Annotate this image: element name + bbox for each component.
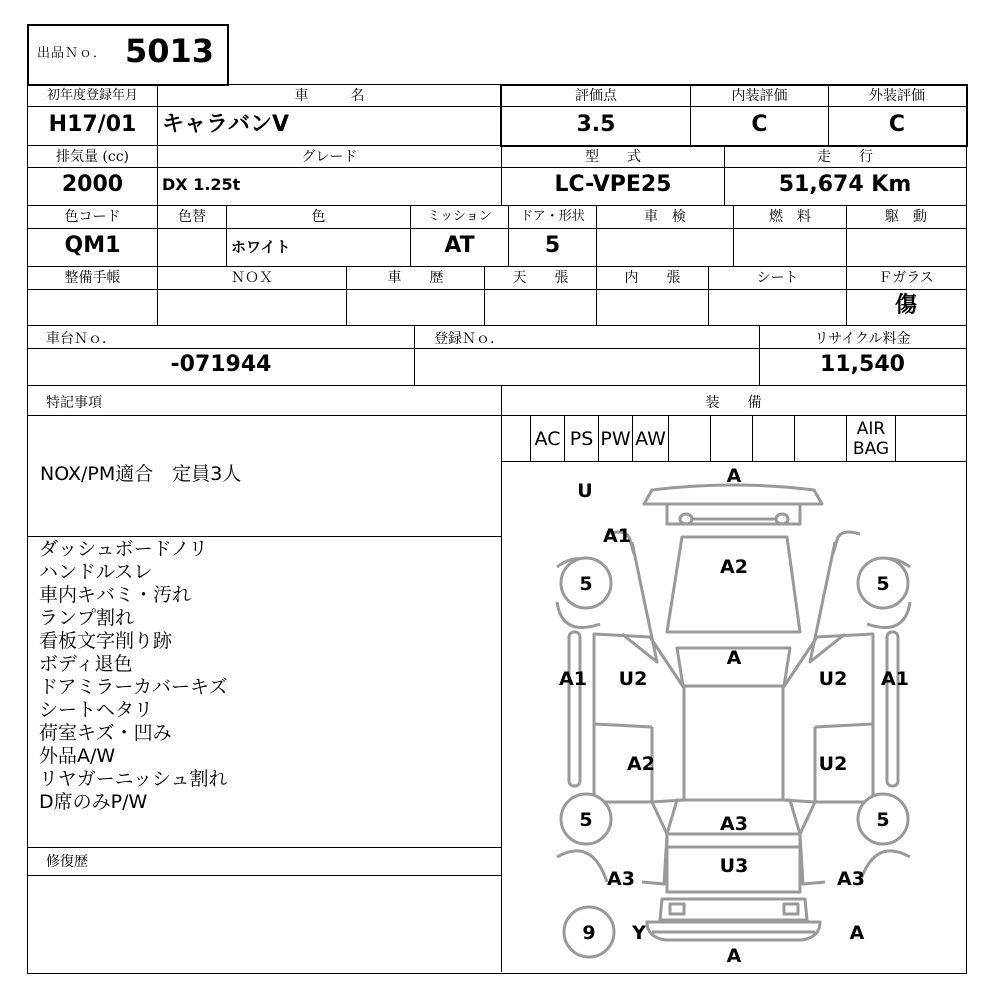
note-item: D席のみP/W bbox=[39, 791, 148, 813]
grade-label: グレード bbox=[301, 149, 358, 165]
equipment-cell bbox=[710, 416, 752, 461]
service-book-label: 整備手帳 bbox=[64, 270, 121, 286]
first-reg-value: H17/01 bbox=[48, 112, 137, 137]
mark-tire-fl: 5 bbox=[579, 573, 593, 595]
mark-rear-bumper: A bbox=[726, 945, 742, 967]
car-name-value: キャラバンV bbox=[162, 112, 290, 137]
note-item: リヤガーニッシュ割れ bbox=[39, 768, 228, 790]
seat-label: シート bbox=[756, 270, 799, 286]
mark-spare-tire: 9 bbox=[582, 922, 596, 944]
door-shape-value: 5 bbox=[544, 233, 561, 258]
registration-label: 登録Ｎｏ． bbox=[434, 331, 504, 347]
color-change-label: 色替 bbox=[178, 209, 206, 225]
exterior-score-label: 外装評価 bbox=[869, 88, 925, 104]
grade-value: DX 1.25t bbox=[162, 175, 241, 194]
equipment-cell: PW bbox=[598, 416, 632, 461]
mark-left-panel: A2 bbox=[627, 753, 655, 775]
first-reg-label: 初年度登録年月 bbox=[46, 88, 138, 103]
drive-label: 駆 動 bbox=[885, 209, 927, 225]
note-item: ダッシュボードノリ bbox=[39, 538, 208, 560]
note-item: ドアミラーカバーキズ bbox=[39, 676, 228, 698]
mark-right-side: A1 bbox=[881, 668, 909, 690]
displacement-label: 排気量 (cc) bbox=[55, 149, 130, 165]
repair-history-label: 修復歴 bbox=[46, 854, 88, 870]
mark-tire-rr: 5 bbox=[876, 809, 890, 831]
mark-hood-left: A1 bbox=[603, 525, 631, 547]
f-glass-value: 傷 bbox=[894, 293, 917, 318]
note-item: 車内キバミ・汚れ bbox=[39, 584, 192, 606]
chassis-label: 車台Ｎｏ． bbox=[46, 331, 116, 347]
equipment-cell: AC bbox=[530, 416, 564, 461]
lot-number: 5013 bbox=[125, 32, 215, 70]
score-label: 評価点 bbox=[575, 88, 617, 104]
lot-number-box bbox=[27, 24, 229, 86]
equipment-cell: PS bbox=[564, 416, 598, 461]
mark-rear-right: A3 bbox=[837, 868, 865, 890]
interior-lining-label: 内 張 bbox=[624, 270, 681, 286]
interior-score-label: 内装評価 bbox=[731, 88, 788, 104]
mark-rear-y: Y bbox=[632, 922, 646, 944]
equipment-cell bbox=[668, 416, 710, 461]
chassis-value: -071944 bbox=[170, 352, 272, 377]
car-name-label: 車 名 bbox=[294, 88, 365, 104]
color-value: ホワイト bbox=[231, 238, 291, 256]
note-item: 荷室キズ・凹み bbox=[39, 722, 172, 744]
door-shape-label: ドア・形状 bbox=[520, 209, 585, 224]
notes-list bbox=[39, 538, 494, 814]
mark-rear-door: U3 bbox=[719, 855, 749, 877]
transmission-value: AT bbox=[444, 233, 475, 258]
note-item: 外品A/W bbox=[39, 745, 116, 767]
equipment-label: 装 備 bbox=[705, 395, 762, 411]
model-value: LC-VPE25 bbox=[554, 172, 672, 197]
inspection-label: 車 検 bbox=[644, 209, 686, 225]
equipment-cell bbox=[752, 416, 794, 461]
note-item: ボディ退色 bbox=[39, 653, 133, 675]
special-notes-text: NOX/PM適合 定員3人 bbox=[40, 463, 242, 485]
color-label: 色 bbox=[311, 209, 326, 225]
roof-label: 天 張 bbox=[512, 270, 569, 286]
color-code-label: 色コード bbox=[64, 209, 121, 225]
model-label: 型 式 bbox=[585, 149, 641, 165]
note-item: シートヘタリ bbox=[39, 699, 154, 721]
mark-rear-roof: A3 bbox=[720, 813, 748, 835]
mark-right-u2-rear: U2 bbox=[818, 753, 848, 775]
mark-left-u2: U2 bbox=[618, 668, 648, 690]
score-value: 3.5 bbox=[576, 112, 616, 137]
f-glass-label: Ｆガラス bbox=[878, 270, 934, 286]
mark-rear-right-a: A bbox=[849, 922, 865, 944]
car-diagram bbox=[502, 462, 965, 970]
interior-score-value: C bbox=[751, 112, 768, 137]
history-label: 車 歴 bbox=[387, 270, 444, 286]
equipment-cell: AW bbox=[632, 416, 668, 461]
note-item: ハンドルスレ bbox=[39, 561, 153, 583]
mark-tire-fr: 5 bbox=[876, 573, 890, 595]
equipment-cell bbox=[794, 416, 846, 461]
recycle-label: リサイクル料金 bbox=[814, 331, 911, 347]
mark-right-u2: U2 bbox=[818, 668, 848, 690]
mark-hood: A2 bbox=[720, 556, 748, 578]
note-item: 看板文字削り跡 bbox=[39, 630, 173, 652]
mark-rear-left: A3 bbox=[607, 868, 635, 890]
fuel-label: 燃 料 bbox=[769, 209, 811, 225]
recycle-value: 11,540 bbox=[820, 352, 905, 377]
mark-tire-rl: 5 bbox=[579, 809, 593, 831]
transmission-label: ミッション bbox=[427, 209, 492, 224]
mark-front-u: U bbox=[577, 480, 593, 502]
displacement-value: 2000 bbox=[61, 172, 124, 197]
mileage-value: 51,674 Km bbox=[778, 172, 912, 197]
nox-label: ＮＯＸ bbox=[231, 270, 273, 286]
note-item: ランプ割れ bbox=[39, 607, 135, 629]
lot-label: 出品Ｎｏ． bbox=[37, 46, 108, 61]
color-code-value: QM1 bbox=[64, 233, 121, 258]
mark-roof-front: A bbox=[726, 647, 742, 669]
mileage-label: 走 行 bbox=[817, 149, 873, 165]
mark-left-side: A1 bbox=[559, 668, 587, 690]
mark-front-bumper: A bbox=[726, 465, 742, 487]
exterior-score-value: C bbox=[888, 112, 906, 137]
special-notes-label: 特記事項 bbox=[46, 395, 102, 411]
equipment-cell: AIR BAG bbox=[846, 416, 896, 461]
